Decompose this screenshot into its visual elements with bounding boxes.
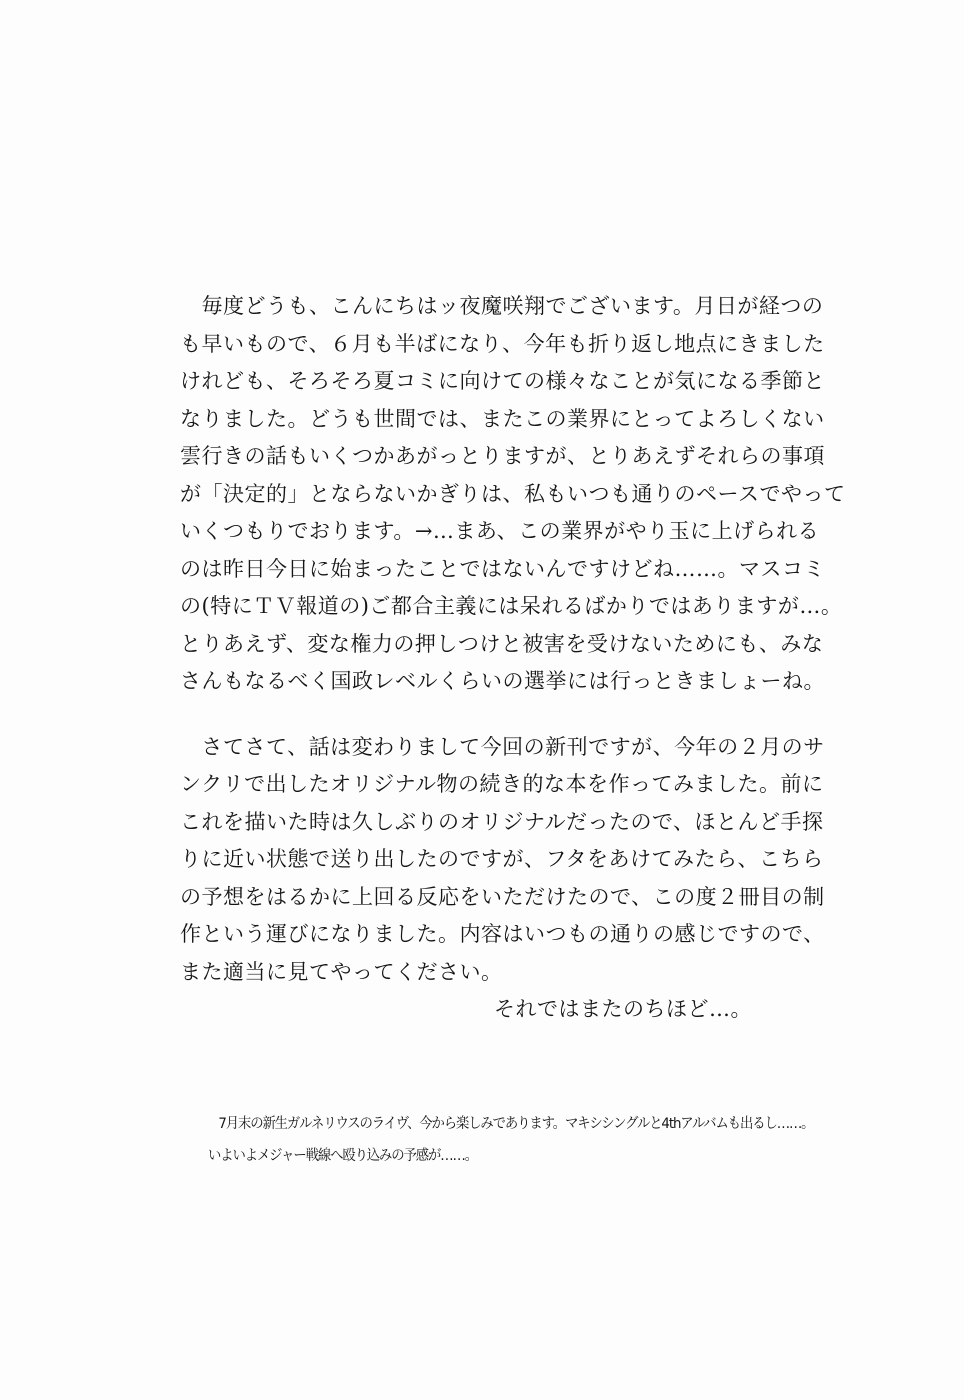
handwritten-footnote	[208, 1108, 851, 1172]
paragraph-greeting	[180, 288, 846, 701]
text-line: 作という運びになりました。内容はいつもの通りの感じですので、	[180, 922, 825, 946]
paragraph-gap	[180, 701, 840, 729]
text-line: のは昨日今日に始まったことではないんですけどね……。マスコミ	[180, 556, 825, 581]
text-line: なりました。どうも世間では、またこの業界にとってよろしくない	[180, 406, 825, 431]
text-line: 毎度どうも、こんにちはッ夜魔咲翔でございます。月日が経つの	[180, 294, 824, 318]
text-line: とりあえず、変な権力の押しつけと被害を受けないためにも、みな	[180, 631, 824, 656]
text-line: りに近い状態で送り出したのですが、フタをあけてみたら、こちら	[180, 847, 824, 871]
closing-line: それではまたのちほど…。	[494, 997, 752, 1021]
text-line: も早いもので、６月も半ばになり、今年も折り返し地点にきました	[180, 331, 825, 356]
text-line: が「決定的」とならないかぎりは、私もいつも通りのペースでやって	[180, 481, 846, 506]
text-line: けれども、そろそろ夏コミに向けての様々なことが気になる季節と	[180, 369, 825, 393]
text-line: 雲行きの話もいくつかあがっとりますが、とりあえずそれらの事項	[180, 444, 825, 468]
afterword-body	[180, 288, 846, 1029]
text-line: の(特にＴＶ報道の)ご都合主義には呆れるばかりではありますが…。	[180, 594, 843, 618]
text-line: の予想をはるかに上回る反応をいただけたので、この度２冊目の制	[180, 884, 825, 909]
footnote-line: いよいよメジャー戦線へ殴り込みの予感が……。	[208, 1148, 477, 1164]
footnote-line: 7月末の新生ガルネリウスのライヴ、今から楽しみであります。マキシシングルと4thアルバムも出るし……。	[218, 1116, 814, 1132]
text-line: これを描いた時は久しぶりのオリジナルだったので、ほとんど手探	[180, 809, 824, 834]
text-line: さてさて、話は変わりまして今回の新刊ですが、今年の２月のサ	[180, 734, 825, 759]
text-line: ンクリで出したオリジナル物の続き的な本を作ってみました。前に	[180, 772, 824, 796]
text-line: さんもなるべく国政レベルくらいの選挙には行っときましょーね。	[180, 669, 825, 693]
paragraph-new-book	[180, 729, 840, 992]
text-line: また適当に見てやってください。	[180, 959, 503, 984]
text-line: いくつもりでおります。→…まあ、この業界がやり玉に上げられる	[180, 519, 820, 543]
